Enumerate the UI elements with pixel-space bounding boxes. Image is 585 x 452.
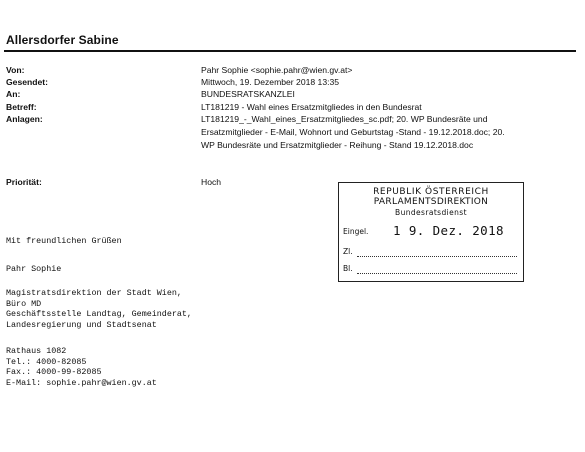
signature-name: Pahr Sophie <box>6 264 62 274</box>
stamp-received-date: 1 9. Dez. 2018 <box>393 223 504 238</box>
attachment-line: Ersatzmitglieder - E-Mail, Wohnort und Geburtstag -Stand - 19.12.2018.doc; 20. <box>201 127 505 137</box>
subject-value: LT181219 - Wahl eines Ersatzmitgliedes in den Bundesrat <box>201 102 422 112</box>
org-line: Büro MD <box>6 298 42 309</box>
stamp-received-label: Eingel. <box>343 227 369 236</box>
stamp-bl-label: Bl. <box>343 264 353 273</box>
subject-label: Betreff: <box>6 102 37 112</box>
org-line: Magistratsdirektion der Stadt Wien, <box>6 288 182 298</box>
contact-line: Rathaus 1082 <box>6 346 67 356</box>
sent-label: Gesendet: <box>6 77 49 87</box>
org-line: Geschäftsstelle Landtag, Gemeinderat, <box>6 309 192 319</box>
contact-line: E-Mail: sophie.pahr@wien.gv.at <box>6 377 157 388</box>
org-line: Landesregierung und Stadtsenat <box>6 319 157 330</box>
header-divider <box>4 50 576 52</box>
stamp-directorate: PARLAMENTSDIREKTION <box>373 197 489 207</box>
sent-value: Mittwoch, 19. Dezember 2018 13:35 <box>201 77 340 87</box>
from-label: Von: <box>6 65 25 75</box>
stamp-service: Bundesratsdienst <box>395 208 467 217</box>
stamp-zl-line <box>357 256 517 257</box>
priority-label: Priorität: <box>6 177 42 187</box>
contact-line: Tel.: 4000-82085 <box>6 356 87 367</box>
stamp-republic: REPUBLIK ÖSTERREICH <box>373 187 489 197</box>
closing-greeting: Mit freundlichen Grüßen <box>6 236 122 246</box>
sender-name: Allersdorfer Sabine <box>6 33 119 47</box>
to-label: An: <box>6 89 21 99</box>
attachments-label: Anlagen: <box>6 114 43 124</box>
from-value: Pahr Sophie <sophie.pahr@wien.gv.at> <box>201 65 353 75</box>
stamp-bl-line <box>357 273 517 274</box>
contact-line: Fax.: 4000-99-82085 <box>6 367 102 377</box>
to-value: BUNDESRATSKANZLEI <box>201 89 295 99</box>
receipt-stamp <box>338 182 524 282</box>
attachment-line: WP Bundesräte und Ersatzmitglieder - Reihung - Stand 19.12.2018.doc <box>201 140 474 150</box>
priority-value: Hoch <box>201 177 222 187</box>
stamp-zl-label: Zl. <box>343 247 353 256</box>
attachment-line: LT181219_-_Wahl_eines_Ersatzmitgliedes_sc.pdf; 20. WP Bundesräte und <box>201 114 488 124</box>
